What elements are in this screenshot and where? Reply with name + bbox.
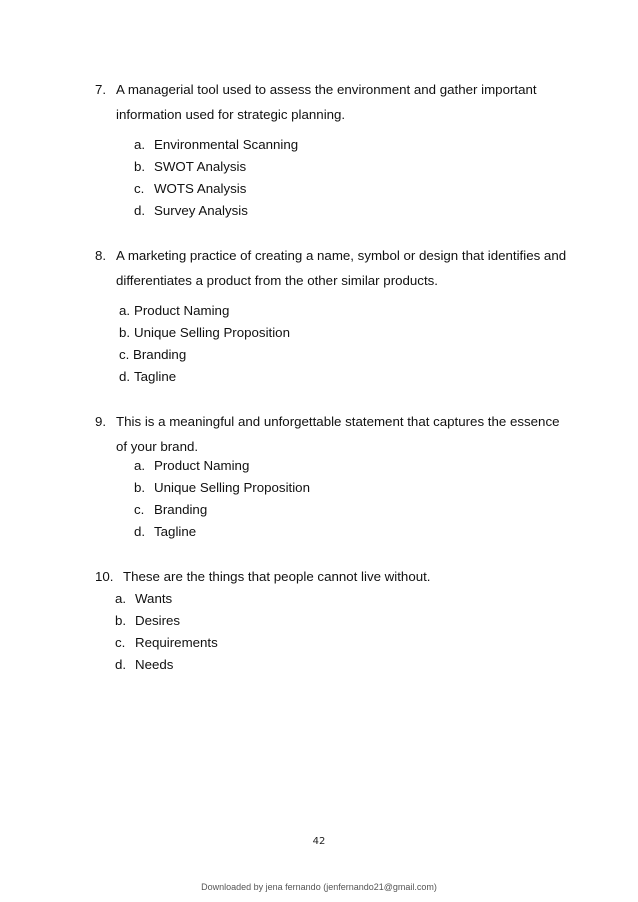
option-item xyxy=(134,477,310,499)
question-stem-line: of your brand. xyxy=(116,439,199,454)
option-text: Branding xyxy=(154,502,208,517)
option-text: Requirements xyxy=(135,635,218,650)
option-text: Unique Selling Proposition xyxy=(134,325,290,340)
option-text: Desires xyxy=(135,613,181,628)
question-9 xyxy=(95,411,560,458)
option-text: Environmental Scanning xyxy=(154,137,299,152)
option-text: Needs xyxy=(135,657,174,672)
option-text: WOTS Analysis xyxy=(154,181,247,196)
option-item xyxy=(115,588,172,610)
option-item xyxy=(119,366,176,388)
option-letter: d. xyxy=(134,524,146,539)
option-item xyxy=(115,610,180,632)
option-item xyxy=(134,178,246,200)
question-stem-line: A marketing practice of creating a name, symbol or design that identifies and xyxy=(116,248,567,263)
option-letter: b. xyxy=(119,325,131,340)
question-10 xyxy=(95,566,431,588)
page-number: 42 xyxy=(312,836,326,847)
option-text: Branding xyxy=(133,347,187,362)
option-item xyxy=(134,200,248,222)
option-letter: c. xyxy=(134,181,145,196)
question-number: 9. xyxy=(95,414,107,429)
option-letter: c. xyxy=(134,502,145,517)
download-footer: Downloaded by jena fernando (jenfernando21@gmail.com) xyxy=(201,882,437,892)
question-7 xyxy=(95,79,537,126)
option-item xyxy=(134,156,246,178)
option-item xyxy=(134,134,298,156)
option-item xyxy=(119,344,186,366)
option-text: Product Naming xyxy=(154,458,250,473)
option-letter: a. xyxy=(134,137,146,152)
option-letter: d. xyxy=(115,657,127,672)
option-letter: a. xyxy=(115,591,127,606)
question-number: 7. xyxy=(95,82,107,97)
option-text: SWOT Analysis xyxy=(154,159,247,174)
question-stem-line: information used for strategic planning. xyxy=(116,107,346,122)
option-text: Unique Selling Proposition xyxy=(154,480,310,495)
option-item xyxy=(115,654,173,676)
option-text: Tagline xyxy=(154,524,197,539)
question-8 xyxy=(95,245,566,292)
option-letter: a. xyxy=(119,303,131,318)
option-text: Wants xyxy=(135,591,173,606)
option-letter: d. xyxy=(119,369,131,384)
option-letter: b. xyxy=(115,613,127,628)
option-letter: c. xyxy=(119,347,130,362)
option-text: Tagline xyxy=(134,369,177,384)
question-stem-line: A managerial tool used to assess the environment and gather important xyxy=(116,82,537,97)
question-number: 8. xyxy=(95,248,107,263)
option-letter: d. xyxy=(134,203,146,218)
option-item xyxy=(134,455,249,477)
option-letter: a. xyxy=(134,458,146,473)
option-letter: c. xyxy=(115,635,126,650)
option-text: Product Naming xyxy=(134,303,230,318)
option-item xyxy=(134,521,196,543)
question-stem-line: These are the things that people cannot live without. xyxy=(123,569,431,584)
question-stem-line: This is a meaningful and unforgettable statement that captures the essence xyxy=(116,414,560,429)
option-letter: b. xyxy=(134,480,146,495)
option-letter: b. xyxy=(134,159,146,174)
option-item xyxy=(119,322,290,344)
question-stem-line: differentiates a product from the other similar products. xyxy=(116,273,438,288)
question-number: 10. xyxy=(95,569,114,584)
option-text: Survey Analysis xyxy=(154,203,248,218)
option-item xyxy=(115,632,218,654)
option-item xyxy=(134,499,207,521)
option-item xyxy=(119,300,229,322)
